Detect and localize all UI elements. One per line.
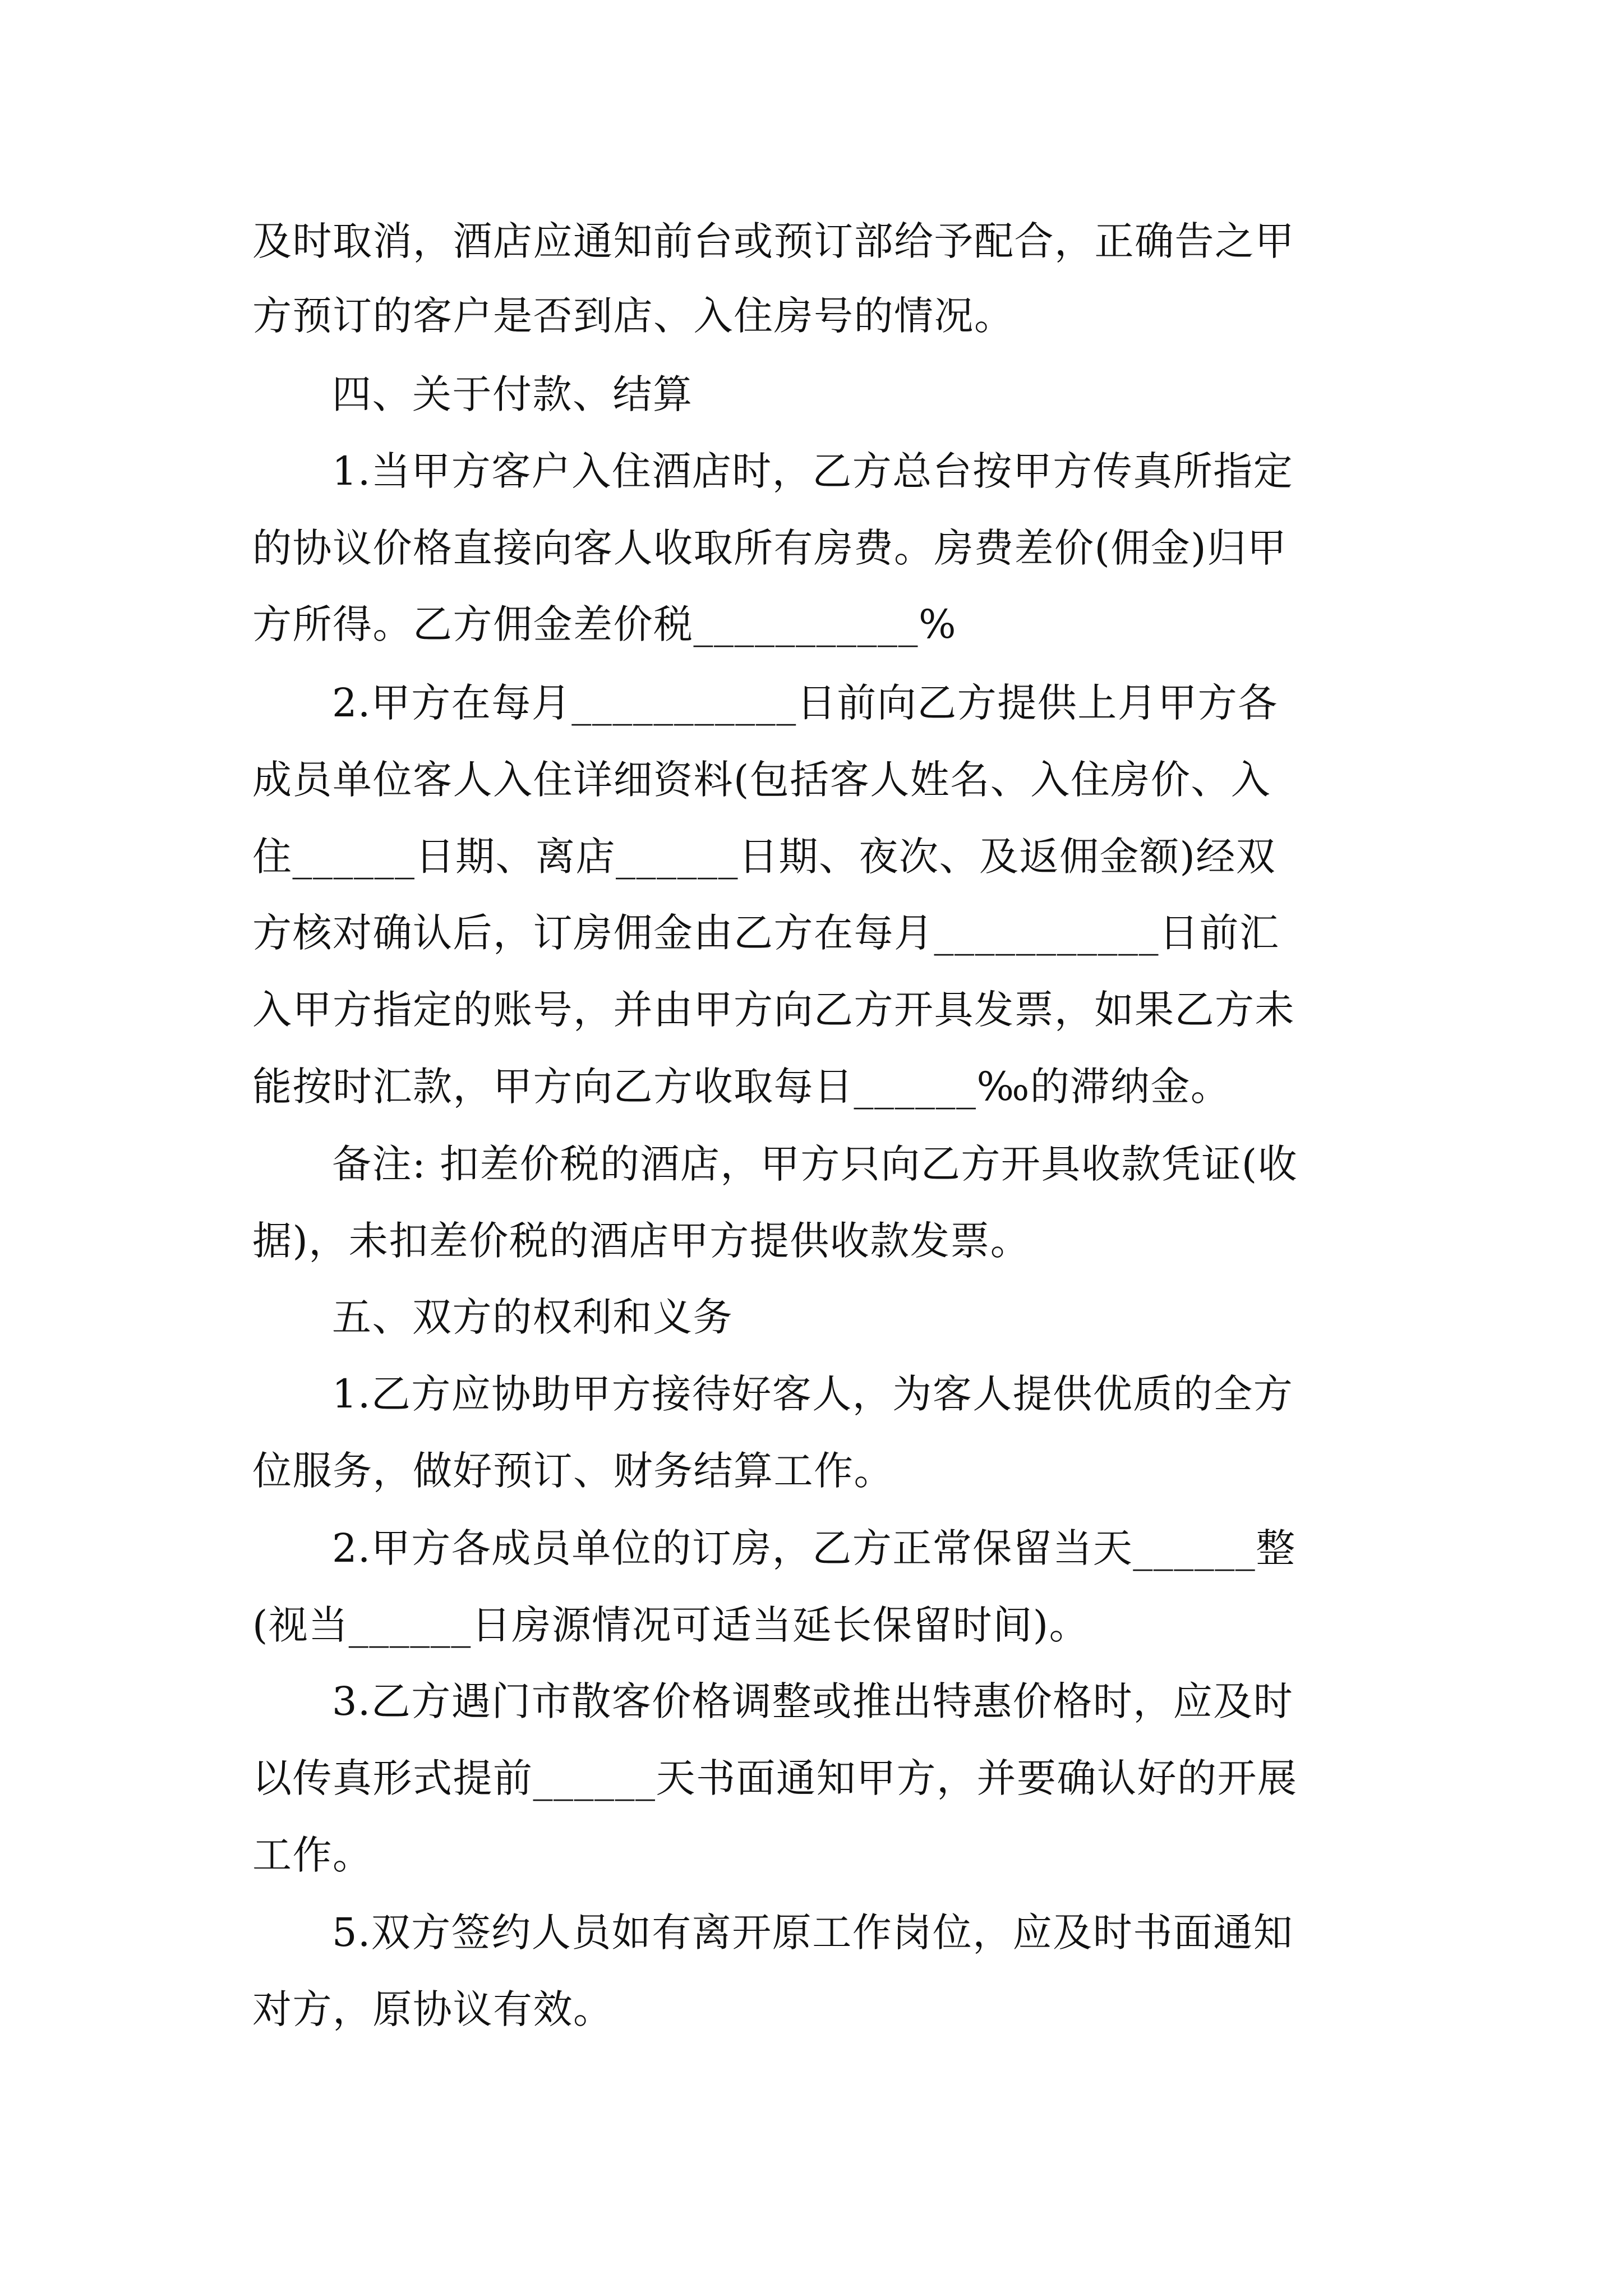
text-line: 位服务，做好预订、财务结算工作。	[252, 1448, 894, 1494]
note-line: 备注: 扣差价税的酒店，甲方只向乙方开具收款凭证(收	[332, 1141, 1298, 1187]
text-line: 方预订的客户是否到店、入住房号的情况。	[252, 293, 1015, 339]
text-line: 2.甲方各成员单位的订房，乙方正常保留当天______整	[332, 1525, 1296, 1571]
text-line: 方所得。乙方佣金差价税___________%	[252, 601, 957, 647]
text-line: 能按时汇款，甲方向乙方收取每日______‰的滞纳金。	[252, 1064, 1231, 1110]
section-heading: 四、关于付款、结算	[332, 371, 693, 417]
text-line: 工作。	[252, 1832, 373, 1878]
text-line: 1.乙方应协助甲方接待好客人，为客人提供优质的全方	[332, 1371, 1294, 1417]
text-line: 2.甲方在每月___________日前向乙方提供上月甲方各	[332, 680, 1278, 726]
text-line: 1.当甲方客户入住酒店时，乙方总台按甲方传真所指定	[332, 448, 1294, 494]
text-line: (视当______日房源情况可适当延长保留时间)。	[252, 1602, 1090, 1648]
text-line: 对方，原协议有效。	[252, 1986, 614, 2032]
section-heading: 五、双方的权利和义务	[332, 1294, 733, 1340]
text-line: 3.乙方遇门市散客价格调整或推出特惠价格时，应及时	[332, 1678, 1294, 1724]
text-line: 住______日期、离店______日期、夜次、及返佣金额)经双	[252, 834, 1276, 880]
text-line: 入甲方指定的账号，并由甲方向乙方开具发票，如果乙方未	[252, 987, 1295, 1033]
note-line: 据)，未扣差价税的酒店甲方提供收款发票。	[252, 1218, 1031, 1264]
text-line: 的协议价格直接向客人收取所有房费。房费差价(佣金)归甲	[252, 525, 1288, 571]
text-line: 及时取消，酒店应通知前台或预订部给予配合，正确告之甲	[252, 218, 1295, 264]
text-line: 5.双方签约人员如有离开原工作岗位，应及时书面通知	[332, 1910, 1294, 1955]
text-line: 以传真形式提前______天书面通知甲方，并要确认好的开展	[252, 1755, 1298, 1801]
text-line: 方核对确认后，订房佣金由乙方在每月___________日前汇	[252, 910, 1280, 956]
text-line: 成员单位客人入住详细资料(包括客人姓名、入住房价、入	[252, 757, 1271, 803]
